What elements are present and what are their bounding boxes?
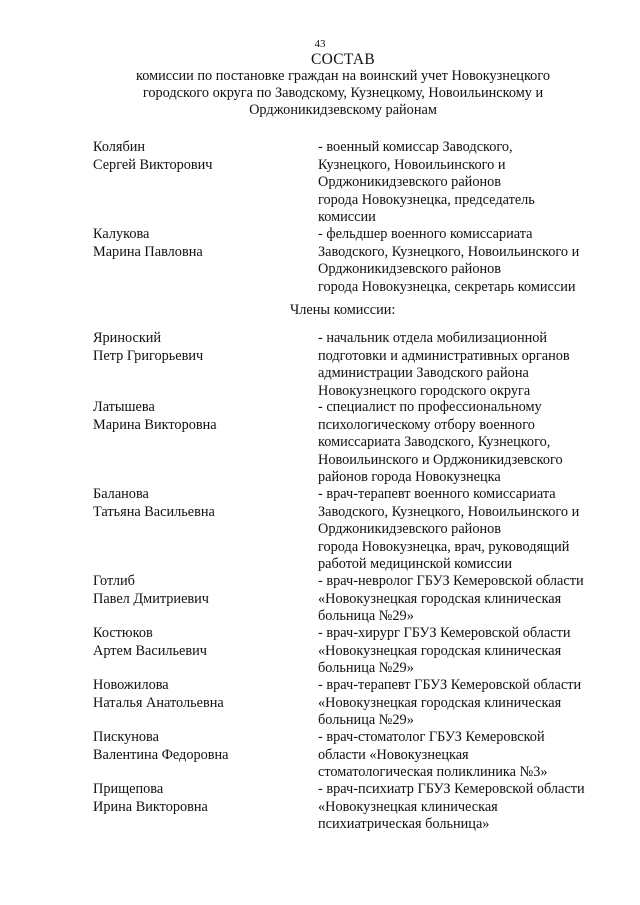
member-role-line: - врач-невролог ГБУЗ Кемеровской области [318, 573, 584, 589]
member-role-line: - врач-терапевт военного комиссариата [318, 486, 556, 502]
member-role-line: «Новокузнецкая клиническая [318, 798, 498, 815]
member-role-line: Орджоникидзевского районов [318, 261, 502, 277]
member-role [318, 573, 618, 626]
member-given-names: Марина Викторовна [93, 416, 217, 433]
member-role-line: стоматологическая поликлиника №3» [318, 764, 548, 780]
member-role-line: психологическому отбору военного [318, 416, 535, 433]
member-role-line: города Новокузнецка, врач, руководящий [318, 538, 570, 555]
member-given-names: Валентина Федоровна [93, 746, 229, 763]
member-role [318, 399, 618, 487]
member-role-line: Заводского, Кузнецкого, Новоильинского и [318, 503, 580, 520]
member-role [318, 330, 618, 400]
member-given-names: Ирина Викторовна [93, 798, 208, 815]
member-role-line: Кузнецкого, Новоильинского и [318, 156, 506, 173]
member-role-line: - врач-терапевт ГБУЗ Кемеровской области [318, 677, 582, 693]
member-name [93, 330, 308, 365]
member-role [318, 226, 618, 296]
subtitle-line: Орджоникидзевскому районам [249, 102, 437, 118]
member-given-names: Павел Дмитриевич [93, 590, 210, 607]
member-surname: Прищепова [93, 781, 164, 797]
member-role [318, 625, 618, 678]
member-role-line: - врач-психиатр ГБУЗ Кемеровской области [318, 781, 585, 797]
member-role-line: «Новокузнецкая городская клиническая [318, 694, 562, 711]
document-subtitle [0, 68, 640, 119]
member-given-names: Петр Григорьевич [93, 347, 204, 364]
member-surname: Яриноский [93, 330, 162, 346]
member-name [93, 625, 308, 660]
member-role-line: больница №29» [318, 660, 414, 676]
member-role-line: - специалист по профессиональному [318, 399, 542, 415]
member-role-line: больница №29» [318, 712, 414, 728]
member-role-line: области «Новокузнецкая [318, 746, 469, 763]
member-name [93, 781, 308, 816]
member-surname: Латышева [93, 399, 155, 415]
member-given-names: Сергей Викторович [93, 156, 213, 173]
members-heading-text: Члены комиссии: [290, 302, 396, 318]
member-role-line: Орджоникидзевского районов [318, 521, 502, 537]
subtitle-line: комиссии по постановке граждан на воинский учет Новокузнецкого [136, 68, 550, 84]
member-role-line: Новоильинского и Орджоникидзевского [318, 451, 563, 468]
member-role-line: - военный комиссар Заводского, [318, 139, 513, 155]
member-role [318, 677, 618, 730]
member-role [318, 781, 618, 834]
member-surname: Пискунова [93, 729, 159, 745]
member-role-line: - врач-стоматолог ГБУЗ Кемеровской [318, 729, 545, 745]
member-surname: Колябин [93, 139, 146, 155]
member-surname: Баланова [93, 486, 149, 502]
member-role-line: «Новокузнецкая городская клиническая [318, 642, 562, 659]
member-role-line: - фельдшер военного комиссариата [318, 226, 533, 242]
member-role [318, 139, 618, 227]
member-name [93, 139, 308, 174]
member-role-line: города Новокузнецка, председатель [318, 191, 535, 208]
document-title: СОСТАВ [310, 51, 376, 68]
page-number: 43 [314, 38, 326, 50]
member-given-names: Марина Павловна [93, 243, 203, 260]
member-role-line: районов города Новокузнецка [318, 469, 501, 485]
member-role-line: комиссариата Заводского, Кузнецкого, [318, 434, 551, 450]
member-name [93, 226, 308, 261]
member-given-names: Татьяна Васильевна [93, 503, 215, 520]
member-role [318, 486, 618, 574]
member-role-line: работой медицинской комиссии [318, 556, 512, 572]
member-surname: Новожилова [93, 677, 169, 693]
member-role [318, 729, 618, 782]
member-given-names: Наталья Анатольевна [93, 694, 224, 711]
member-name [93, 729, 308, 764]
subtitle-line: городского округа по Заводскому, Кузнецкому, Новоильинскому и [142, 85, 544, 101]
member-role-line: психиатрическая больница» [318, 816, 490, 832]
member-surname: Готлиб [93, 573, 135, 589]
member-role-line: Заводского, Кузнецкого, Новоильинского и [318, 243, 580, 260]
member-surname: Калукова [93, 226, 150, 242]
member-role-line: - врач-хирург ГБУЗ Кемеровской области [318, 625, 571, 641]
member-role-line: администрации Заводского района [318, 365, 529, 381]
member-name [93, 486, 308, 521]
member-name [93, 573, 308, 608]
member-name [93, 677, 308, 712]
member-role-line: Орджоникидзевского районов [318, 174, 502, 190]
member-role-line: больница №29» [318, 608, 414, 624]
member-surname: Костюков [93, 625, 153, 641]
member-given-names: Артем Васильевич [93, 642, 207, 659]
member-role-line: города Новокузнецка, секретарь комиссии [318, 278, 576, 295]
member-role-line: «Новокузнецкая городская клиническая [318, 590, 562, 607]
member-name [93, 399, 308, 434]
member-role-line: Новокузнецкого городского округа [318, 382, 531, 399]
member-role-line: - начальник отдела мобилизационной [318, 330, 548, 346]
member-role-line: подготовки и административных органов [318, 347, 570, 364]
member-role-line: комиссии [318, 209, 376, 225]
